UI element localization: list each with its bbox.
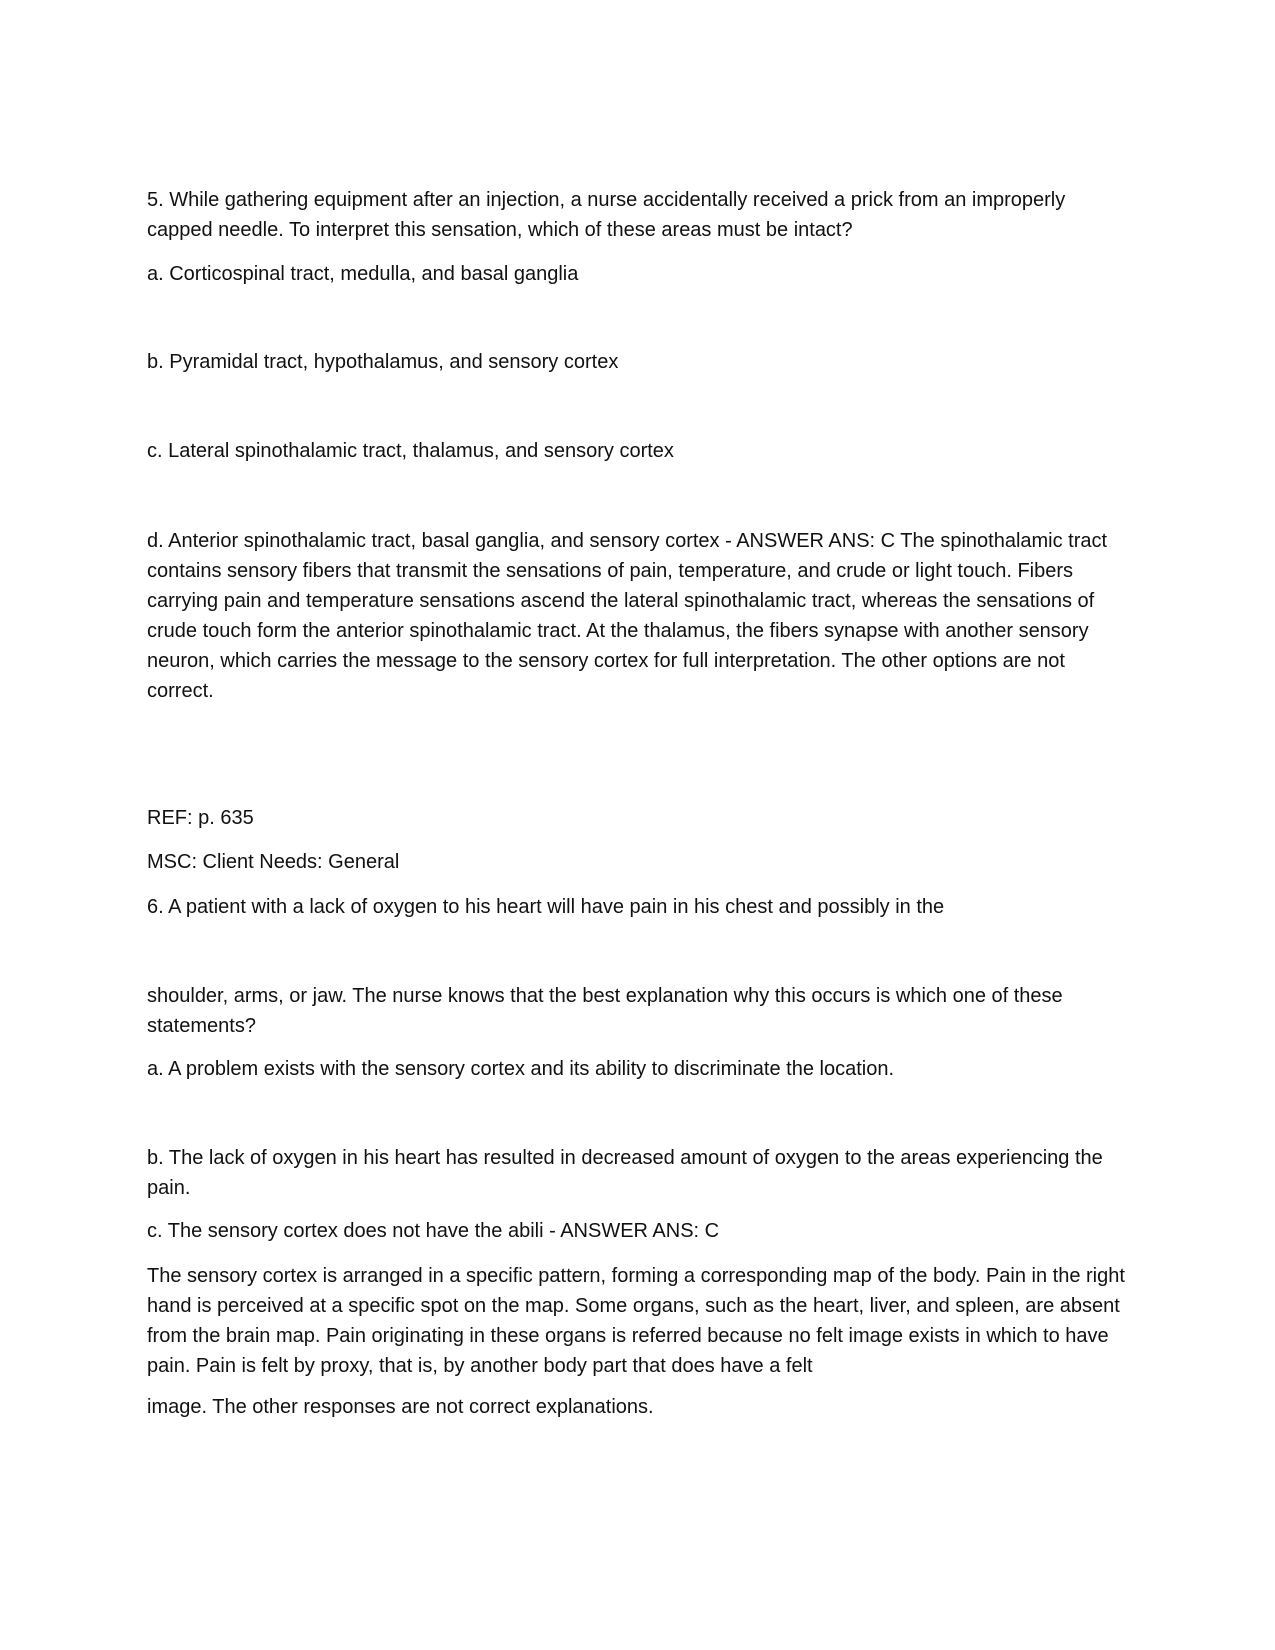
question-6-rationale-end: image. The other responses are not correct explanations. [147, 1396, 654, 1418]
question-6-stem-line-1: 6. A patient with a lack of oxygen to his heart will have pain in his chest and possibly in the [147, 896, 945, 918]
question-5-stem: 5. While gathering equipment after an injection, a nurse accidentally received a prick from an improperly capped needle. To interpret this sensation, which of these areas must be intact? [147, 189, 1066, 241]
question-5-option-c: c. Lateral spinothalamic tract, thalamus, and sensory cortex [147, 440, 674, 462]
question-6-rationale: The sensory cortex is arranged in a specific pattern, forming a corresponding map of the body. Pain in the right hand is perceived at a specific spot on the map. Some organs, such as the heart, liver, and spleen, are absent from the brain map. Pain originating in these organs is referred because no felt image exists in which to have pain. Pain is felt by proxy, that is, by another body part that does have a felt [147, 1265, 1125, 1377]
question-6-stem-line-2: shoulder, arms, or jaw. The nurse knows that the best explanation why this occurs is which one of these statements? [147, 985, 1063, 1037]
question-6-option-b: b. The lack of oxygen in his heart has resulted in decreased amount of oxygen to the areas experiencing the pain. [147, 1147, 1103, 1199]
question-5-option-d-and-answer: d. Anterior spinothalamic tract, basal ganglia, and sensory cortex - ANSWER ANS: C The spinothalamic tract contains sensory fibers that transmit the sensations of pain, temperature, and crude or light touch. Fibers carrying pain and temperature sensations ascend the lateral spinothalamic tract, whereas the sensations of crude touch form the anterior spinothalamic tract. At the thalamus, the fibers synapse with another sensory neuron, which carries the message to the sensory cortex for full interpretation. The other options are not correct. [147, 530, 1108, 702]
question-5-option-b: b. Pyramidal tract, hypothalamus, and sensory cortex [147, 351, 619, 373]
question-5-option-a: a. Corticospinal tract, medulla, and basal ganglia [147, 263, 579, 285]
question-6-option-a: a. A problem exists with the sensory cortex and its ability to discriminate the location. [147, 1058, 895, 1080]
question-6-option-c-and-answer: c. The sensory cortex does not have the abili - ANSWER ANS: C [147, 1220, 720, 1242]
question-5-reference: REF: p. 635 [147, 807, 254, 829]
question-5-msc: MSC: Client Needs: General [147, 851, 400, 873]
